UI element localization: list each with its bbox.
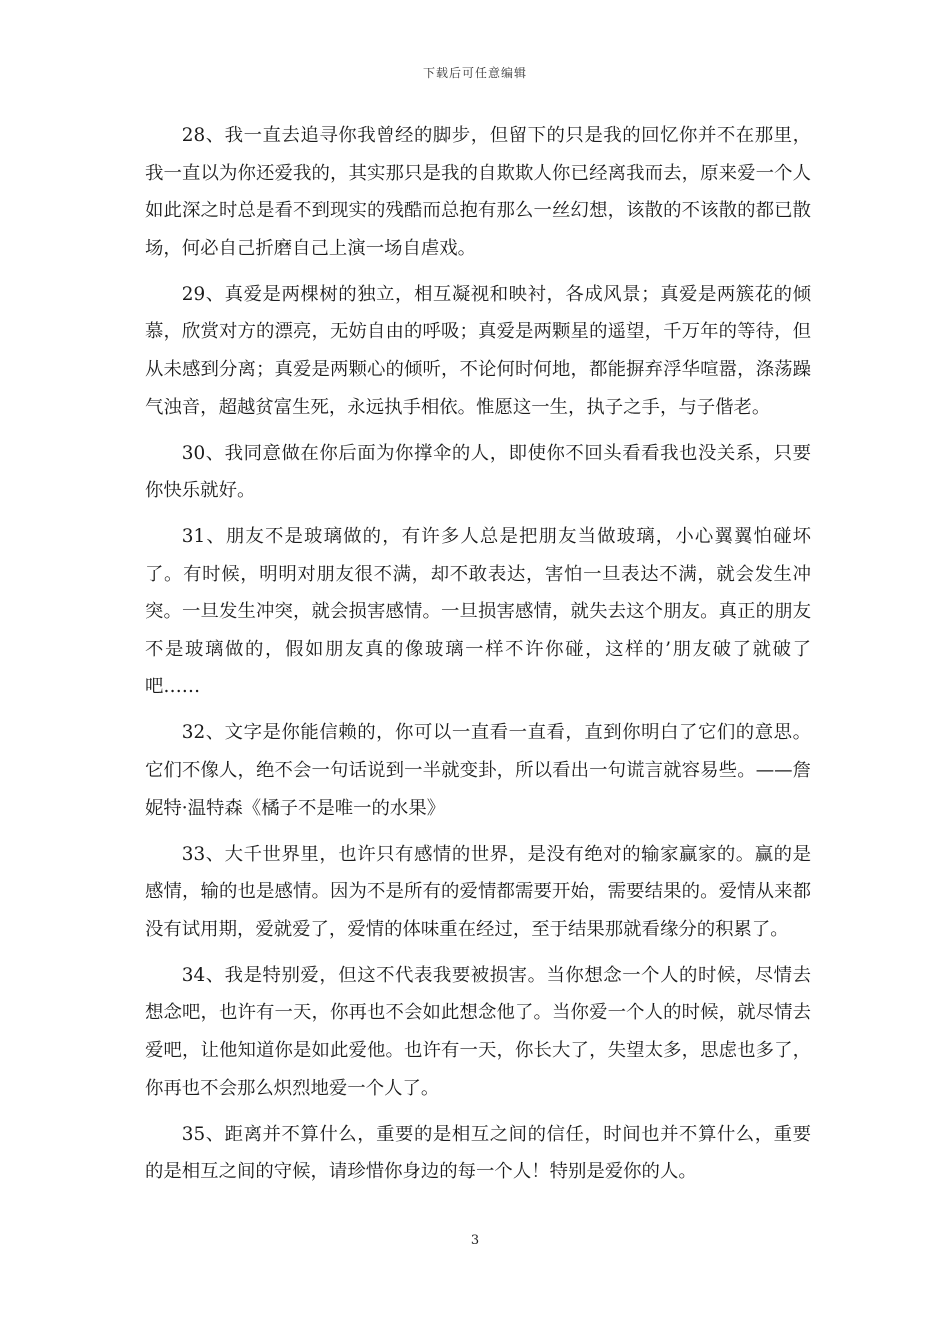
page-header: 下载后可任意编辑 (422, 66, 527, 80)
paragraph-35: 35、距离并不算什么，重要的是相互之间的信任，时间也并不算什么，重要的是相互之间的守候，请珍惜你身边的每一个人！特别是爱你的人。 (145, 1123, 811, 1183)
paragraph-28: 28、我一直去追寻你我曾经的脚步，但留下的只是我的回忆你并不在那里，我一直以为你还爱我的，其实那只是我的自欺欺人你已经离我而去，原来爱一个人如此深之时总是看不到现实的残酷而总抱有那么一丝幻想，该散的不该散的都已散场，何必自己折磨自己上演一场自虐戏。 (145, 125, 811, 259)
paragraph-31: 31、朋友不是玻璃做的，有许多人总是把朋友当做玻璃，小心翼翼怕碰坏了。有时候，明明对朋友很不满，却不敢表达，害怕一旦表达不满，就会发生冲突。一旦发生冲突，就会损害感情。一旦损害感情，就失去这个朋友。真正的朋友不是玻璃做的，假如朋友真的像玻璃一样不许你碰，这样的’朋友破了就破了吧…… (145, 526, 811, 698)
paragraph-29: 29、真爱是两棵树的独立，相互凝视和映衬，各成风景；真爱是两簇花的倾慕，欣赏对方的漂亮，无妨自由的呼吸；真爱是两颗星的遥望，千万年的等待，但从未感到分离；真爱是两颗心的倾听，不论何时何地，都能摒弃浮华喧嚣，涤荡躁气浊音，超越贫富生死，永远执手相依。惟愿这一生，执子之手，与子偕老。 (145, 283, 811, 418)
paragraph-30: 30、我同意做在你后面为你撑伞的人，即使你不回头看看我也没关系，只要你快乐就好。 (145, 442, 811, 502)
paragraph-33: 33、大千世界里，也许只有感情的世界，是没有绝对的输家赢家的。赢的是感情，输的也是感情。因为不是所有的爱情都需要开始，需要结果的。爱情从来都没有试用期，爱就爱了，爱情的体味重在经过，至于结果那就看缘分的积累了。 (145, 843, 811, 940)
paragraph-34: 34、我是特别爱，但这不代表我要被损害。当你想念一个人的时候，尽情去想念吧，也许有一天，你再也不会如此想念他了。当你爱一个人的时候，就尽情去爱吧，让他知道你是如此爱他。也许有一天，你长大了，失望太多，思虑也多了，你再也不会那么炽烈地爱一个人了。 (145, 964, 811, 1099)
page-number: 3 (470, 1233, 480, 1248)
document-body (145, 117, 811, 1199)
paragraph-32: 32、文字是你能信赖的，你可以一直看一直看，直到你明白了它们的意思。它们不像人，绝不会一句话说到一半就变卦，所以看出一句谎言就容易些。——詹妮特·温特森《橘子不是唯一的水果》 (145, 722, 811, 819)
